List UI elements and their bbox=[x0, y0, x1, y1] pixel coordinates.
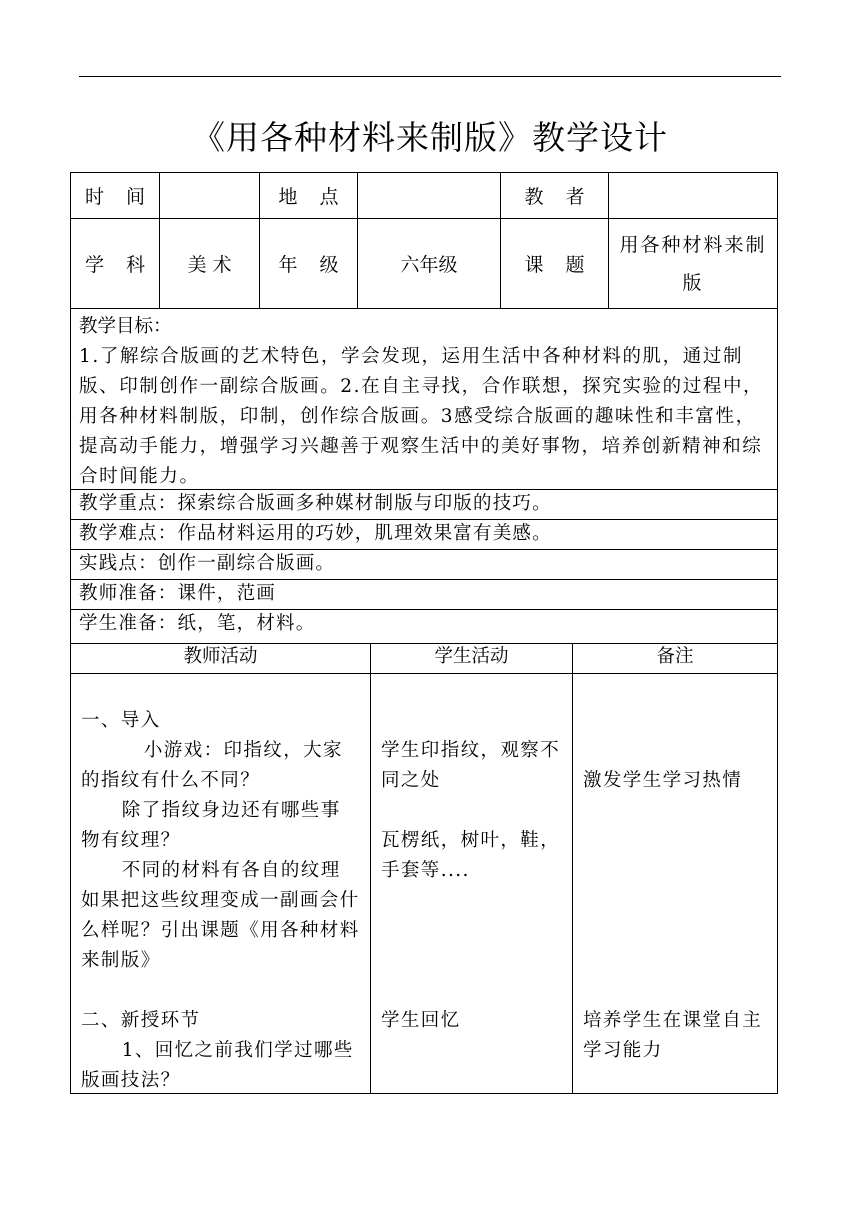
place-label: 地点 bbox=[278, 186, 361, 208]
time-value-cell bbox=[160, 173, 260, 218]
place-label-cell bbox=[260, 173, 361, 218]
teacher-paragraph-3: 不同的材料有各自的纹理如果把这些纹理变成一副画会什么样呢？引出课题《用各种材料来制版》 bbox=[81, 860, 360, 971]
practice-text: 实践点：创作一副综合版画。 bbox=[79, 553, 336, 574]
topic-value-cell bbox=[609, 219, 777, 308]
goals-heading: 教学目标： bbox=[79, 316, 172, 337]
student-activity-3: 学生回忆 bbox=[381, 1010, 461, 1031]
teacher-activity-header: 教师活动 bbox=[71, 643, 371, 673]
note-2: 培养学生在课堂自主学习能力 bbox=[583, 1010, 763, 1061]
topic-value: 用各种材料来制版 bbox=[619, 233, 767, 294]
subject-label: 学科 bbox=[84, 254, 167, 276]
topic-label-cell bbox=[501, 219, 609, 308]
grade-label-cell bbox=[260, 219, 361, 308]
grade-label: 年级 bbox=[278, 254, 361, 276]
practice-row bbox=[70, 549, 778, 580]
difficulty-row bbox=[70, 519, 778, 550]
student-activity-column bbox=[371, 674, 573, 1093]
subject-value: 美术 bbox=[187, 254, 238, 276]
teacher-activity-column bbox=[71, 674, 371, 1093]
time-label: 时间 bbox=[84, 186, 167, 208]
teacher-prep-text: 教师准备：课件，范画 bbox=[79, 583, 277, 604]
key-point-text: 教学重点：探索综合版画多种媒材制版与印版的技巧。 bbox=[79, 493, 552, 514]
note-1: 激发学生学习热情 bbox=[583, 770, 743, 791]
goals-text: 1.了解综合版画的艺术特色，学会发现，运用生活中各种材料的肌，通过制版、印制创作一副综合版画。2.在自主寻找，合作联想，探究实验的过程中，用各种材料制版，印制，创作综合版画。3感受综合版画的趣味性和丰富性，提高动手能力，增强学习兴趣善于观察生活中的美好事物，培养创新精神和综合时间能力。 bbox=[79, 346, 764, 487]
teacher-paragraph-4: 1、回忆之前我们学过哪些版画技法？ bbox=[81, 1040, 354, 1091]
difficulty-text: 教学难点：作品材料运用的巧妙，肌理效果富有美感。 bbox=[79, 523, 552, 544]
activity-body bbox=[70, 673, 778, 1094]
header-rule bbox=[79, 76, 781, 77]
notes-header: 备注 bbox=[656, 646, 694, 667]
time-label-cell bbox=[71, 173, 167, 218]
student-activity-2: 瓦楞纸，树叶，鞋，手套等.... bbox=[381, 830, 561, 881]
notes-column bbox=[573, 674, 777, 1093]
subject-value-cell bbox=[160, 219, 260, 308]
section-intro-heading: 一、导入 bbox=[81, 710, 161, 731]
teacher-prep-row bbox=[70, 579, 778, 610]
place-value-cell bbox=[358, 173, 501, 218]
goals-block bbox=[70, 309, 778, 490]
teacher-value-cell bbox=[609, 173, 777, 218]
info-row-1 bbox=[70, 172, 778, 219]
subject-label-cell bbox=[71, 219, 167, 308]
section-new-heading: 二、新授环节 bbox=[81, 1010, 201, 1031]
topic-label: 课题 bbox=[524, 254, 607, 276]
teacher-label: 教者 bbox=[524, 186, 607, 208]
grade-value: 六年级 bbox=[400, 254, 458, 276]
teacher-label-cell bbox=[501, 173, 609, 218]
student-prep-row bbox=[70, 609, 778, 644]
activity-header-row bbox=[70, 643, 778, 674]
student-activity-1: 学生印指纹，观察不同之处 bbox=[381, 740, 561, 791]
page-title: 《用各种材料来制版》教学设计 bbox=[192, 118, 668, 157]
info-row-2 bbox=[70, 218, 778, 309]
key-point-row bbox=[70, 489, 778, 520]
teacher-paragraph-1: 小游戏：印指纹，大家的指纹有什么不同？ bbox=[81, 740, 343, 791]
student-activity-header: 学生活动 bbox=[371, 643, 573, 673]
student-prep-text: 学生准备：纸，笔，材料。 bbox=[79, 613, 316, 634]
teacher-paragraph-2: 除了指纹身边还有哪些事物有纹理？ bbox=[81, 800, 341, 851]
grade-value-cell bbox=[358, 219, 501, 308]
